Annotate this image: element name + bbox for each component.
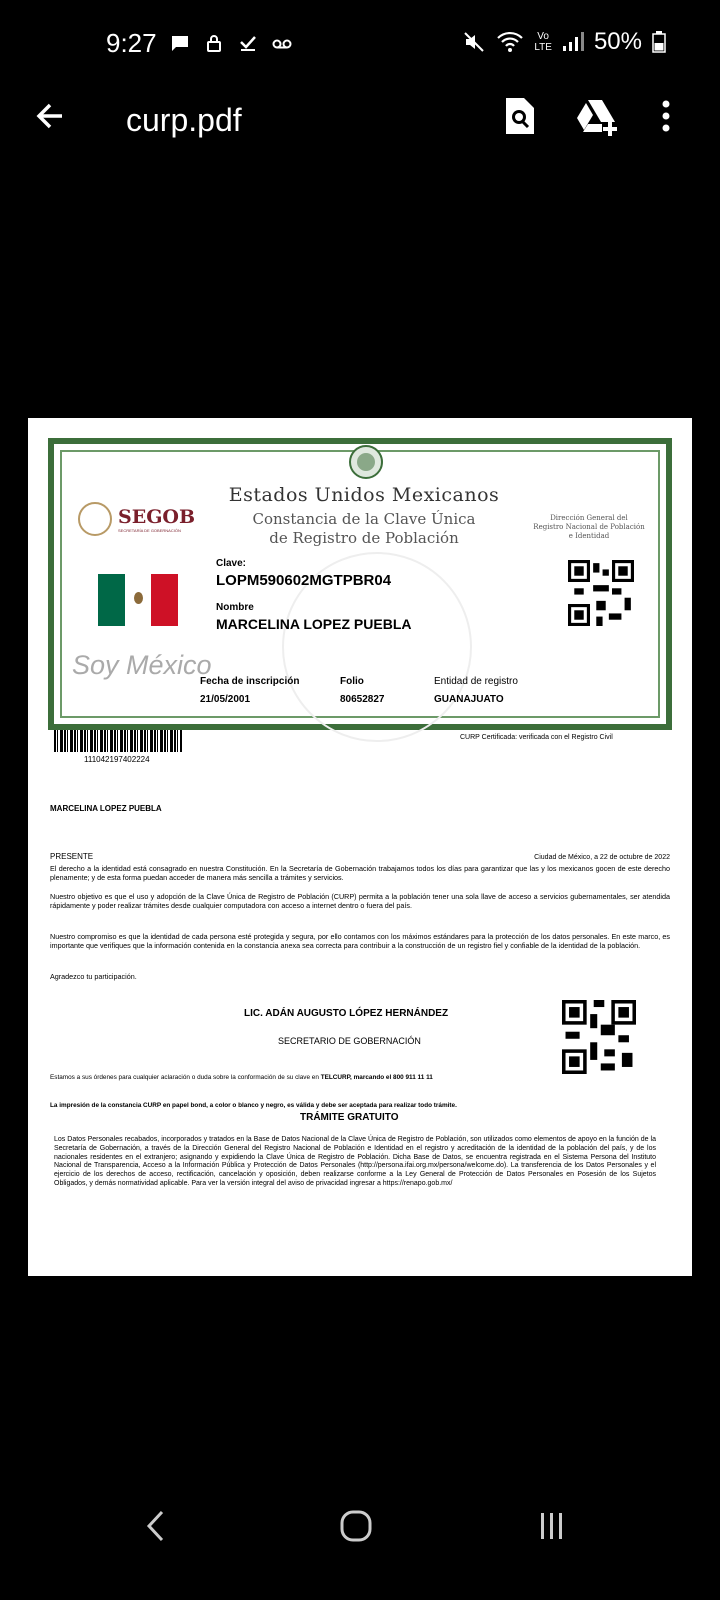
subtitle-line-2: de Registro de Población [269, 529, 459, 547]
dg-line-3: e Identidad [568, 532, 610, 540]
battery-percent: 50% [593, 28, 642, 55]
segob-text: SEGOB [118, 505, 196, 528]
dg-line-1: Dirección General del [550, 514, 628, 522]
nav-home-icon[interactable] [338, 1506, 374, 1546]
paragraph-4: Agradezco tu participación. [50, 972, 137, 981]
fecha-label: Fecha de inscripción [200, 676, 300, 687]
print-note: La impresión de la constancia CURP en papel bond, a color o blanco y negro, es válida y debe ser aceptada para realizar todo trámite. [50, 1102, 457, 1109]
nombre-label: Nombre [216, 602, 254, 613]
dg-line-2: Registro Nacional de Población [533, 523, 645, 531]
signer-title: SECRETARIO DE GOBERNACIÓN [278, 1036, 421, 1046]
paragraph-3: Nuestro compromiso es que la identidad de cada persona esté protegida y segura, por ello contamos con los máximos estándares para la protección de los datos personales. En este marco, es importante que verifiques que la información contenida en la constancia anexa sea correcta para contribuir a la construcción de un registro fiel y confiable de la identidad de la población. [50, 932, 670, 950]
subtitle-line-1: Constancia de la Clave Única [252, 510, 476, 528]
contact-note [50, 1074, 433, 1081]
cert-header-title: Estados Unidos Mexicanos [228, 484, 500, 506]
lock-icon [204, 33, 224, 53]
status-bar [0, 0, 720, 88]
nav-back-icon[interactable] [144, 1506, 168, 1546]
fecha-value: 21/05/2001 [200, 694, 251, 705]
check-download-icon [238, 33, 258, 53]
pdf-page[interactable] [28, 418, 692, 1276]
clave-label: Clave: [216, 558, 247, 569]
arrow-left-icon[interactable] [32, 96, 72, 136]
tramite-gratuito: TRÁMITE GRATUITO [300, 1112, 399, 1123]
curp-certified-note: CURP Certificada: verificada con el Registro Civil [460, 734, 613, 741]
segob-logo [78, 502, 195, 536]
eagle-seal-icon [344, 442, 388, 482]
more-vert-icon[interactable] [654, 94, 678, 138]
qr-code-2-icon [562, 1000, 636, 1074]
folio-value: 80652827 [340, 694, 385, 705]
curp-certificate [48, 438, 672, 730]
entidad-value: GUANAJUATO [434, 694, 504, 705]
search-document-icon[interactable] [500, 94, 540, 138]
clave-value: LOPM590602MGTPBR04 [216, 572, 392, 589]
privacy-notice: Los Datos Personales recabados, incorporados y tratados en la Base de Datos Nacional de la Clave Única de Registro de Población, son utilizados como elementos de apoyo en la función de la Secretaría de Gobernación, a través de la Dirección General del Registro Nacional de Población e Identidad en el registro y acreditación de la identidad de la población del país, y de los nacionales residentes en el extranjero; asignando y expidiendo la Clave Única de Registro de Población. Dicha Base de Datos, se encuentra registrada en el Sistema Persona del Instituto Nacional de Transparencia, Acceso a la Información Pública y Protección de Datos Personales (http://persona.ifai.org.mx/persona/welcome.do). La transferencia de los Datos Personales y el ejercicio de los derechos de acceso, rectificación, cancelación y oposición, deben realizarse conforme a la Ley General de Protección de Datos Personales en Posesión de los Sujetos Obligados, y demás normatividad aplicable. Para ver la versión integral del aviso de privacidad ingresar a https://renapo.gob.mx/ [54, 1136, 656, 1187]
cert-header-subtitle [214, 510, 514, 548]
volte-label [534, 31, 552, 53]
soy-mexico-text: Soy México [72, 650, 212, 680]
signal-icon [562, 31, 584, 53]
volte-top: Vo [537, 31, 549, 42]
system-icons [462, 28, 666, 56]
mute-icon [462, 30, 486, 54]
volte-bottom: LTE [534, 42, 552, 53]
segob-subtext: SECRETARÍA DE GOBERNACIÓN [118, 527, 181, 533]
voicemail-icon [272, 33, 292, 53]
status-time: 9:27 [106, 28, 157, 58]
signer-name: LIC. ADÁN AUGUSTO LÓPEZ HERNÁNDEZ [244, 1008, 449, 1019]
wifi-icon [496, 30, 524, 54]
nav-recents-icon[interactable] [536, 1506, 568, 1546]
notification-icons [170, 33, 292, 53]
paragraph-1: El derecho a la identidad está consagrado en nuestra Constitución. En la Secretaría de Gobernación trabajamos todos los días para garantizar que las y los mexicanos gocen de este derecho plenamente; y de esta forma puedan acceder de manera más sencilla a trámites y servicios. [50, 864, 670, 882]
message-icon [170, 33, 190, 53]
dg-renapo-text [524, 514, 654, 541]
segob-seal-icon [78, 502, 112, 536]
barcode-number: 111042197402224 [84, 755, 150, 764]
nombre-value: MARCELINA LOPEZ PUEBLA [216, 616, 412, 632]
city-date: Ciudad de México, a 22 de octubre de 2022 [534, 854, 670, 861]
app-bar [0, 88, 720, 152]
recipient-name: MARCELINA LOPEZ PUEBLA [50, 804, 162, 813]
drive-add-icon[interactable] [574, 94, 620, 138]
file-title: curp.pdf [126, 102, 242, 138]
contact-text: Estamos a sus órdenes para cualquier aclaración o duda sobre la conformación de su clave en [50, 1074, 321, 1081]
battery-icon [652, 31, 666, 53]
barcode [54, 730, 182, 752]
presente-label: PRESENTE [50, 852, 94, 861]
qr-code-icon [568, 560, 634, 626]
paragraph-2: Nuestro objetivo es que el uso y adopción de la Clave Única de Registro de Población (CURP) permita a la población tener una sola llave de acceso a servicios gubernamentales, ser atendida rápidamente y poder realizar trámites desde cualquier computadora con acceso a internet dentro o fuera del país. [50, 892, 670, 910]
folio-label: Folio [340, 676, 364, 687]
contact-phone: TELCURP, marcando el 800 911 11 11 [320, 1074, 433, 1081]
entidad-label: Entidad de registro [434, 676, 518, 687]
mexico-flag-icon [98, 574, 178, 626]
